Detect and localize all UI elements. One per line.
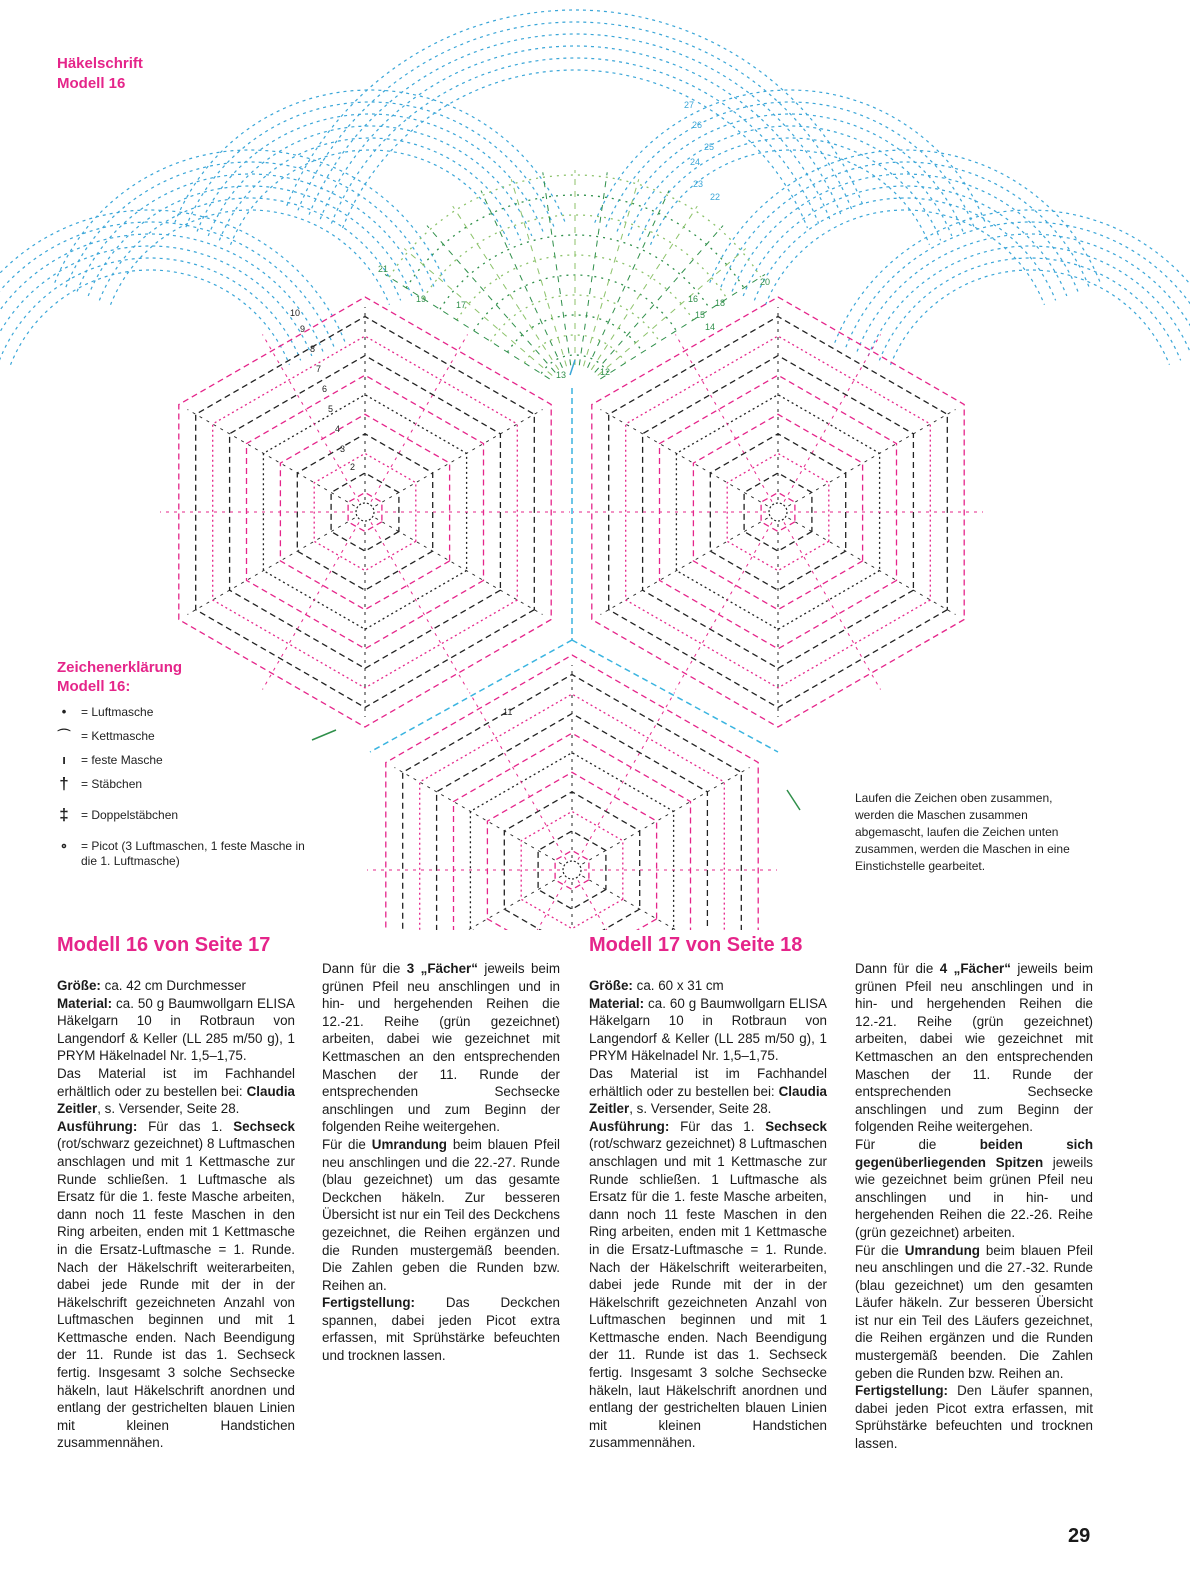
text: Für die [855,1136,980,1152]
blue-border-round [743,186,1067,296]
legend [57,658,317,869]
blue-border-round [111,210,390,305]
round-number-label: 21 [378,264,389,274]
hexagon-center-ring [356,503,374,521]
model17-column1 [589,977,827,1452]
legend-label: = Stäbchen [81,777,143,791]
blue-border-round [606,102,974,227]
green-fan-stitch [588,191,669,368]
hexagon-center-ring [563,861,581,879]
round-number-label: 10 [290,308,301,318]
hexagon-spoke [371,334,468,501]
seam-line [572,640,778,752]
text: ca. 60 g Baumwollgarn ELISA Häkelgarn 10 in Rotbraun von Langendorf & Keller (LL 285 m/50 g), 1 PRYM Häkelnadel Nr. 1,5–1,75. [589,995,827,1064]
text: Für die [855,1242,905,1258]
seam-line [370,640,572,752]
legend-label: = Luftmasche [81,705,154,719]
round-number-label: 18 [715,298,726,308]
text: Für das 1. [137,1118,234,1134]
blue-border-round [721,162,1089,287]
round-number-label: 15 [695,310,706,320]
round-number-label: 25 [704,142,715,152]
keyword: 3 „Fächer“ [406,961,478,976]
hexagon-round [660,375,897,649]
hexagon-spoke [578,692,675,859]
round-number-label: 20 [760,277,771,287]
round-number-label: 6 [322,384,328,394]
keyword: beiden sich gegenüberliegenden Spitzen [855,1136,1093,1170]
text: (rot/schwarz gezeichnet) 8 Luftmaschen anschlagen und mit 1 Kettmasche zur Runde schließen. 1 Luftmasche als Ersatz für die 1. feste Masche arbeiten, dann noch 11 feste Maschen in den Ring arbeiten, enden mit 1 Kettmasche in die Ersatz-Luftmasche = 1. Runde. Nach der Häkelschrift weiterarbeiten, dabei jede Runde mit der in der Häkelschrift gezeichneten Anzahl von Luftmaschen beginnen und mit 1 Kettmasche enden. Nach Beendigung der 11. Runde ist das 1. Sechseck fertig. Insgesamt 3 solche Sechsecke häkeln, laut Häkelschrift anordnen und entlang der gestrichelten blauen Linien mit kleinen Handstichen zusammennähen. [57,1136,295,1451]
text: Das Material ist im Fachhandel erhältlich oder zu bestellen bei: [589,1065,827,1099]
blue-border-round [617,114,963,232]
supplier-name: Claudia Zeitler [589,1083,827,1117]
text: Für die [322,1136,372,1152]
legend-item-feste-masche [57,753,317,768]
hexagon-spoke [470,692,567,859]
blue-border-round [0,210,345,343]
text: Dann für die [322,961,407,976]
green-fan-row [389,175,761,277]
green-fan-row [507,315,642,352]
text: Für das 1. [669,1118,766,1134]
label: Fertigstellung: [855,1383,948,1399]
legend-item-luftmasche [57,705,317,720]
round-number-label: 13 [556,370,567,380]
legend-title-line2: Modell 16: [57,678,131,695]
blue-border-round [99,198,400,300]
keyword: Umrandung [371,1136,447,1152]
hexagon-round [504,792,639,930]
text: ca. 60 x 31 cm [632,978,724,993]
legend-label: = Doppelstäbchen [81,808,179,822]
round-number-label: 4 [335,424,341,434]
blue-border-round [309,34,841,215]
blue-border-round [879,258,1180,360]
green-fan-stitch [579,172,607,365]
round-number-label: 23 [693,179,704,189]
page-number: 29 [1068,1525,1091,1547]
round-number-label: 17 [456,300,467,310]
hexagon-round [626,336,931,688]
hexagon-round [727,453,829,570]
text: (rot/schwarz gezeichnet) 8 Luftmaschen anschlagen und mit 1 Kettmasche zur Runde schließen. 1 Luftmasche als Ersatz für die 1. feste Masche arbeiten, dann noch 11 feste Maschen in den Ring arbeiten, enden mit 1 Kettmasche in die Ersatz-Luftmasche = 1. Runde. Nach der Häkelschrift weiterarbeiten, dabei jede Runde mit der in der Häkelschrift gezeichneten Anzahl von Luftmaschen beginnen und mit 1 Kettmasche enden. Nach Beendigung der 11. Runde ist das 1. Sechseck fertig. Insgesamt 3 solche Sechsecke häkeln, laut Häkelschrift anordnen und entlang der gestrichelten blauen Linien mit kleinen Handstichen zusammennähen. [589,1136,827,1451]
green-fan-stitch [598,248,746,375]
text: , s. Versender, Seite 28. [629,1101,772,1117]
blue-border-round [628,126,952,236]
hexagon-round [314,453,416,570]
blue-border-round [208,126,532,236]
keyword: Sechseck [233,1118,295,1134]
round-number-label: 22 [710,192,721,202]
label: Fertigstellung: [322,1295,415,1311]
blue-border-round [11,270,290,365]
hexagon-round [437,714,708,930]
green-fan-row [440,235,710,309]
round-number-label: 26 [692,120,703,130]
blue-border-round [219,138,520,240]
blue-border-round [331,58,818,224]
text: beim blauen Pfeil neu anschlingen und die 27.-32. Runde (blau gezeichnet) um den gesamten Läufer häkeln. Zur besseren Übersicht ist nur ein Teil des Läufers gezeichnet, die Reihen ergänzen und die Runden mustergemäß beenden. Die Zahlen geben die Runden bzw. Reihen an. [855,1242,1093,1381]
blue-border-round [732,174,1078,292]
arc-symbol-icon: ⌒ [57,728,71,743]
hexagon-round [263,395,466,630]
round-number-label: 9 [300,324,306,334]
blue-border-round [868,246,1190,356]
green-fan-stitch [600,274,765,378]
blue-border-round [197,114,543,232]
hexagon-spoke [784,522,881,689]
hexagon-center-ring [769,503,787,521]
round-number-label: 14 [705,322,716,332]
blue-border-round [0,246,312,356]
text: Dann für die [855,961,940,976]
supplier-name: Claudia Zeitler [57,1083,295,1117]
text: jeweils beim grünen Pfeil neu anschlingen und in hin- und hergehenden Reihen die 12.-21. Reihe (grün gezeichnet) arbeiten, dabei wie gezeichnet mit Kettmaschen an den entsprechenden Maschen der 11. Runde der entsprechenden Sechsecke anschlingen und zum Beginn der folgenden Reihe weitergehen. [322,961,560,1135]
double-cross-symbol-icon: ‡ [59,805,69,824]
hexagon-round [247,375,484,649]
round-number-label: 24 [690,157,701,167]
legend-item-doppelstaebchen [57,805,317,824]
hexagon-round [744,473,812,551]
cross-symbol-icon: † [59,774,69,793]
model17-column2 [855,960,1093,1453]
text: jeweils beim grünen Pfeil neu anschlingen und in hin- und hergehenden Reihen die 12.-21. Reihe (grün gezeichnet) arbeiten, dabei wie gezeichnet mit Kettmaschen an den entsprechenden Maschen der 11. Runde der entsprechenden Sechsecke anschlingen und zum Beginn der folgenden Reihe weitergehen. [855,961,1093,1135]
hexagon-round [213,336,518,688]
legend-title-line1: Zeichenerklärung [57,659,183,676]
model16-column1 [57,977,295,1452]
text: Den Läufer spannen, dabei jeden Picot extra erfassen, mit Sprühstärke befeuchten und trocknen lassen. [855,1383,1093,1452]
keyword: Sechseck [765,1118,827,1134]
green-fan-stitch [543,172,571,365]
text: ca. 42 cm Durchmesser [100,978,247,993]
label: Ausführung: [57,1118,138,1134]
round-number-label: 5 [328,404,334,414]
round-number-label: 19 [416,294,427,304]
green-arrow [787,790,800,810]
blue-border-round [287,10,863,206]
model16-column2 [322,960,560,1365]
green-fan-stitch [591,206,697,370]
text: ca. 50 g Baumwollgarn ELISA Häkelgarn 10 in Rotbraun von Langendorf & Keller (LL 285 m/50 g), 1 PRYM Häkelnadel Nr. 1,5–1,75. [57,995,295,1064]
round-number-label: 2 [350,462,356,472]
hexagon-round [331,473,399,551]
green-fan-stitch [427,226,555,373]
round-number-label: 11 [503,707,513,717]
blue-border-round [231,150,510,245]
hexagon-spoke [371,522,468,689]
blue-border-round [891,270,1170,365]
label: Material: [57,995,113,1011]
round-number-label: 8 [310,344,316,354]
hexagon-spoke [676,522,773,689]
text: Das Deckchen spannen, dabei jeden Picot extra erfassen, mit Sprühstärke befeuchten und trocknen lassen. [322,1295,560,1364]
chart-title-line2: Modell 16 [57,75,126,92]
label: Ausführung: [589,1118,670,1134]
round-number-label: 3 [340,444,346,454]
legend-label: = feste Masche [81,753,163,767]
hexagon-spoke [263,334,360,501]
chart-note: Laufen die Zeichen oben zusammen, werden die Maschen zusammen abgemascht, laufen die Zeichen unten zusammen, werden die Maschen in eine Einstichstelle gearbeitet. [855,791,1070,873]
model17-heading: Modell 17 von Seite 18 [589,934,803,956]
label: Größe: [589,978,633,993]
chart-title-line1: Häkelschrift [57,55,143,72]
legend-label: = Kettmasche [81,729,155,743]
keyword: 4 „Fächer“ [939,961,1011,976]
green-fan-stitch [583,179,638,366]
hexagon-round [676,395,879,630]
round-number-label: 27 [684,100,695,110]
bar-symbol-icon: ı [62,752,66,767]
hexagon-spoke [470,880,567,930]
text: jeweils wie gezeichnet beim grünen Pfeil neu anschlingen und in hin- und hergehenden Reihen die 22.-26. Reihe (grün gezeichnet) arbeiten. [855,1154,1093,1240]
legend-item-kettmasche [57,729,317,744]
blue-border-round [754,198,1055,300]
label: Größe: [57,978,101,993]
blue-border-round [766,210,1045,305]
hexagon-round [538,831,606,909]
round-number-label: 12 [600,367,611,377]
text: Das Material ist im Fachhandel erhältlich oder zu bestellen bei: [57,1065,295,1099]
keyword: Umrandung [904,1242,980,1258]
blue-border-round [0,234,323,352]
dot-symbol-icon: • [61,704,67,719]
hexagon-round [521,811,623,928]
text: beim blauen Pfeil neu anschlingen und die 22.-27. Runde (blau gezeichnet) um das gesamte Deckchen häkeln. Zur besseren Übersicht ist nur ein Teil des Deckchens gezeichnet, die Reihen ergänzen und die Runden mustergemäß beenden. Die Zahlen geben die Runden bzw. Reihen an. [322,1136,560,1293]
hexagon-spoke [578,880,675,930]
blue-border-round [0,258,301,360]
legend-item-picot [57,839,317,869]
blue-border-round [835,210,1190,343]
legend-item-staebchen [57,774,317,793]
ring-symbol-icon: ∘ [59,838,69,853]
round-number-label: 16 [688,294,699,304]
hexagon-spoke [784,334,881,501]
label: Material: [589,995,645,1011]
blue-border-round [88,186,412,296]
hexagon-spoke [676,334,773,501]
round-number-label: 7 [316,364,322,374]
text: , s. Versender, Seite 28. [97,1101,240,1117]
model16-heading: Modell 16 von Seite 17 [57,934,271,956]
legend-label: = Picot (3 Luftmaschen, 1 feste Masche in die 1. Luftmasche) [81,839,305,868]
